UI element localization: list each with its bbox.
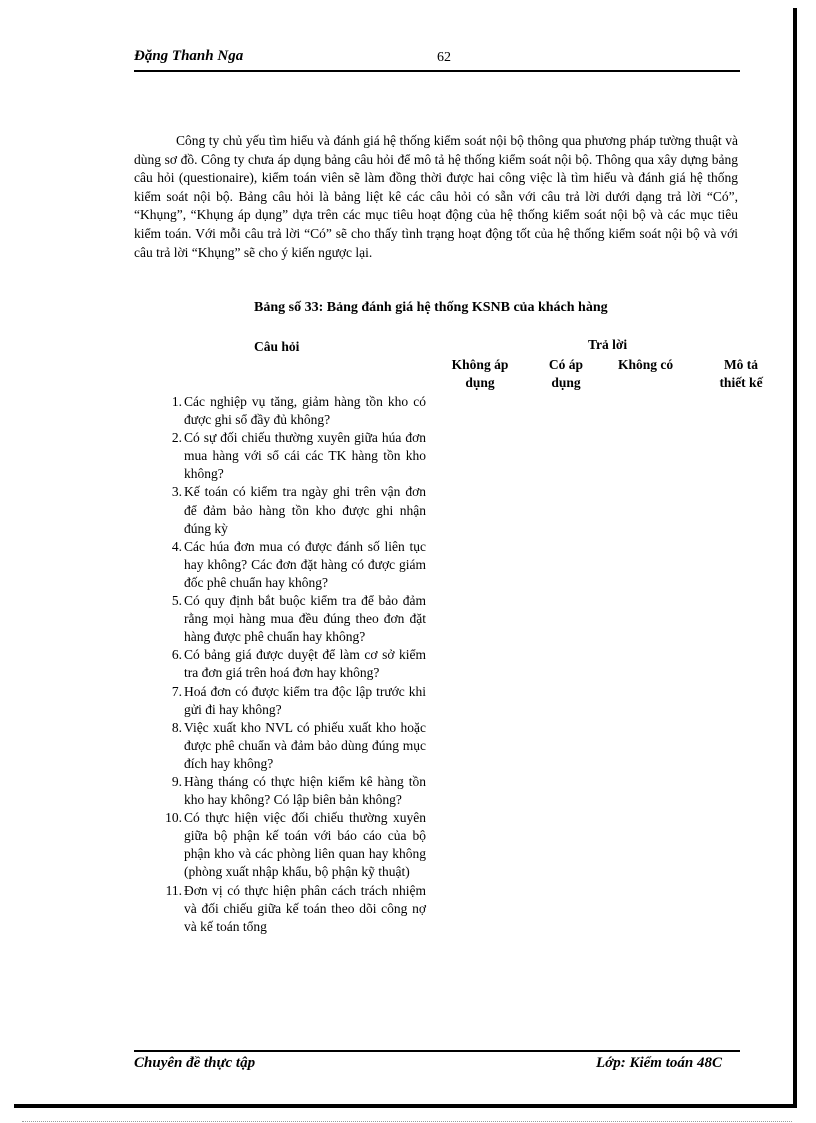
- answer-col-not-applicable: Không áp dụng: [451, 357, 509, 390]
- page-shadow-bottom: [14, 1104, 797, 1108]
- question-number: 6.: [171, 647, 182, 663]
- page-number: 62: [437, 50, 451, 65]
- question-text: Có bảng giá được duyệt để làm cơ sở kiểm tra đơn giá trên hoá đơn hay không?: [184, 647, 426, 681]
- question-text: Các nghiệp vụ tăng, giảm hàng tồn kho có được ghi sổ đầy đủ không?: [184, 394, 426, 428]
- question-item: [156, 882, 428, 936]
- answer-column-header: Trả lời: [588, 337, 628, 352]
- question-number: 8.: [171, 719, 182, 735]
- question-text: Kế toán có kiểm tra ngày ghi trên vận đơn để đảm bảo hàng tồn kho được ghi nhận đúng kỳ: [184, 484, 426, 536]
- question-text: Hoá đơn có được kiểm tra độc lập trước khi gửi đi hay không?: [184, 683, 426, 717]
- question-text: Đơn vị có thực hiện phân cách trách nhiệm và đối chiếu giữa kế toán theo dõi công nợ và kế toán tổng: [184, 882, 426, 934]
- question-item: [156, 719, 428, 773]
- question-item: [156, 393, 428, 429]
- page-break-line: [22, 1121, 792, 1122]
- question-item: [156, 683, 428, 719]
- question-number: 4.: [171, 538, 182, 554]
- question-text: Việc xuất kho NVL có phiếu xuất kho hoặc được phê chuẩn và đảm bảo dùng đúng mục đích hay không?: [184, 719, 426, 771]
- question-text: Hàng tháng có thực hiện kiểm kê hàng tồn kho hay không? Có lập biên bản không?: [184, 773, 426, 808]
- header-rule: [134, 70, 740, 72]
- question-number: 10.: [165, 810, 182, 826]
- question-list: [156, 393, 428, 936]
- answer-col-none: Không có: [618, 357, 674, 372]
- question-item: [156, 483, 428, 537]
- footer-right-text: Lớp: Kiểm toán 48C: [596, 1055, 722, 1071]
- answer-col-design-description: Mô tả thiết kế: [719, 357, 763, 390]
- question-text: Các húa đơn mua có được đánh số liên tục hay không? Các đơn đặt hàng có được giám đốc phê chuẩn hay không?: [184, 538, 426, 590]
- page-shadow-right: [793, 8, 797, 1108]
- intro-paragraph: Công ty chủ yếu tìm hiểu và đánh giá hệ thống kiểm soát nội bộ thông qua phương pháp tường thuật và dùng sơ đồ. Công ty chưa áp dụng bảng câu hỏi để mô tả hệ thống kiểm soát nội bộ. Thông qua xây dựng bảng câu hỏi (questionaire), kiểm toán viên sẽ làm đồng thời được hai công việc là tìm hiểu và đánh giá hệ thống kiểm soát nội bộ. Bảng câu hỏi là bảng liệt kê các câu hỏi có sẵn với câu trả lời dưới dạng trả lời “Có”, “Khụng”, “Khụng áp dụng” dựa trên các mục tiêu hoạt động của hệ thống kiểm soát nội bộ và các mục tiêu kiểm toán. Với mỗi câu trả lời “Có” sẽ cho thấy tình trạng hoạt động tốt của hệ thống kiểm soát nội bộ và với câu trả lời “Khụng” sẽ cho ý kiến ngược lại.: [134, 133, 738, 260]
- question-number: 3.: [171, 484, 182, 500]
- question-item: [156, 592, 428, 646]
- question-item: [156, 646, 428, 682]
- question-number: 11.: [165, 882, 182, 898]
- question-column-header: Câu hỏi: [254, 339, 300, 354]
- question-item: [156, 773, 428, 809]
- footer-left-text: Chuyên đề thực tập: [134, 1055, 256, 1071]
- question-item: [156, 809, 428, 881]
- table-title: Bảng số 33: Bảng đánh giá hệ thống KSNB của khách hàng: [254, 300, 608, 315]
- question-text: Có sự đối chiếu thường xuyên giữa húa đơn mua hàng với sổ cái các TK hàng tồn kho không?: [184, 430, 426, 482]
- question-number: 1.: [171, 394, 182, 409]
- answer-col-applicable: Có áp dụng: [548, 357, 584, 390]
- question-text: Có quy định bắt buộc kiểm tra để bảo đảm rằng mọi hàng mua đều đúng theo đơn đặt hàng được phê chuẩn hay không?: [184, 593, 426, 645]
- question-number: 5.: [171, 593, 182, 609]
- question-number: 7.: [171, 683, 182, 699]
- question-item: [156, 429, 428, 483]
- footer-rule: [134, 1050, 740, 1052]
- question-number: 2.: [171, 430, 182, 446]
- question-number: 9.: [171, 773, 182, 789]
- question-item: [156, 538, 428, 592]
- question-text: Có thực hiện việc đối chiếu thường xuyên giữa bộ phận kế toán với báo cáo của bộ phận kho và các phòng liên quan hay không (phòng xuất nhập khẩu, bộ phận kỹ thuật): [184, 810, 426, 880]
- header-author: Đặng Thanh Nga: [134, 48, 244, 64]
